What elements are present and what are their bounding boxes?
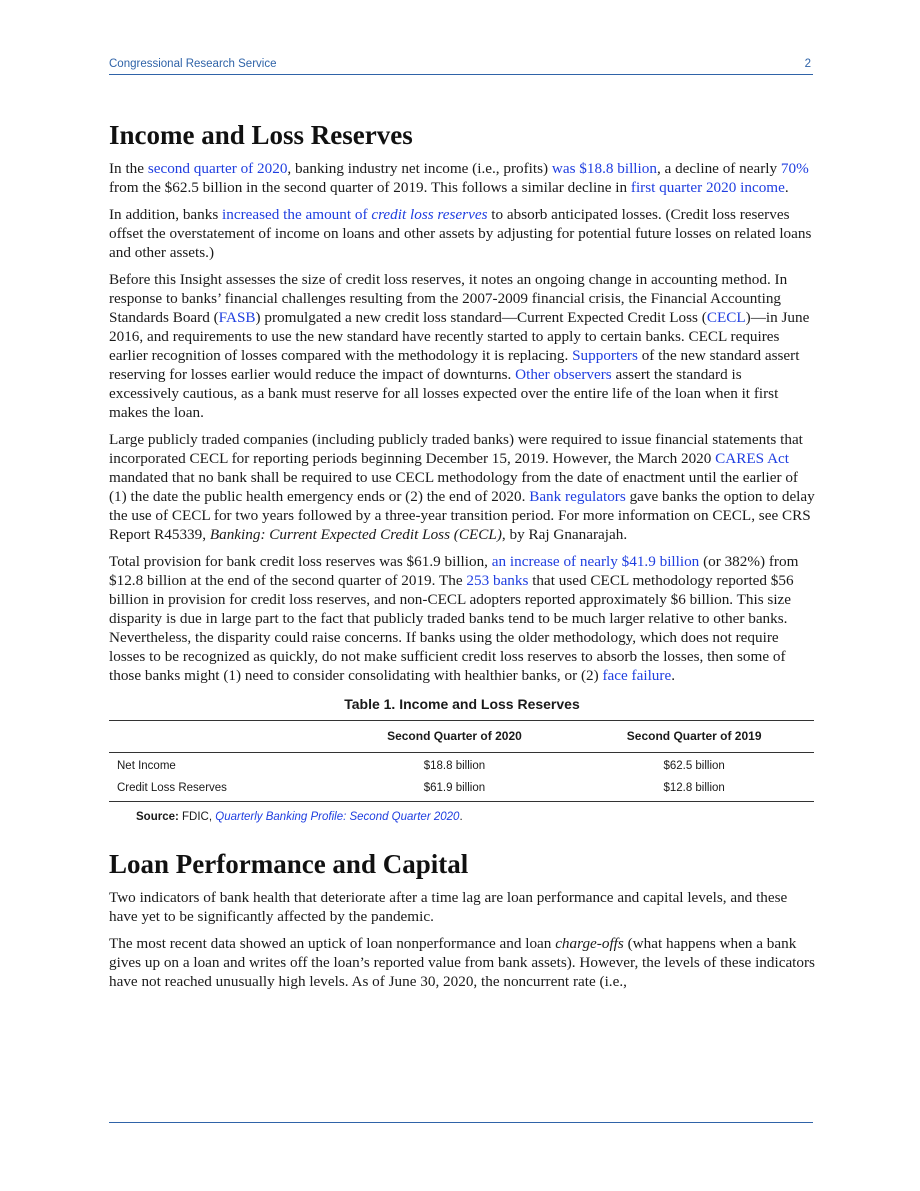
section-heading-income-loss-reserves: Income and Loss Reserves <box>109 120 413 150</box>
text: , banking industry net income (i.e., profits) <box>287 160 552 177</box>
header-organization: Congressional Research Service <box>109 58 277 70</box>
link-face-failure[interactable]: face failure <box>602 667 672 684</box>
link-text-italic: credit loss reserves <box>371 206 488 223</box>
link-bank-regulators[interactable]: Bank regulators <box>529 488 626 505</box>
text: . <box>459 811 463 823</box>
link-253-banks[interactable]: 253 banks <box>466 572 529 589</box>
term-charge-offs: charge-offs <box>555 935 624 952</box>
text: . <box>671 667 675 684</box>
text: assert the standard is excessively cautious, as a bank must reserve for all losses expected over the entire life of the loan when it first makes the loan. <box>109 366 779 421</box>
link-quarterly-banking-profile[interactable] <box>215 811 459 823</box>
text: (or 382%) from $12.8 billion at the end of the second quarter of 2019. The <box>109 553 799 589</box>
link-second-quarter-2020[interactable]: second quarter of 2020 <box>147 160 288 177</box>
table-header-row <box>109 721 814 753</box>
link-70-percent[interactable]: 70% <box>780 160 809 177</box>
paragraph-bank-health-indicators: Two indicators of bank health that deteriorate after a time lag are loan performance and capital levels, and these have yet to be significantly affected by the pandemic. <box>109 889 788 925</box>
text: gave banks the option to delay the use of CECL for two years followed by a three-year transition period. For more information on CECL, see CRS Report R45339, <box>109 488 815 543</box>
section-heading-loan-performance: Loan Performance and Capital <box>109 849 469 879</box>
footer-rule <box>109 1122 813 1123</box>
paragraph-credit-loss-reserves <box>109 205 815 262</box>
report-title: Banking: Current Expected Credit Loss (CECL) <box>209 526 502 543</box>
text: The most recent data showed an uptick of loan nonperformance and loan <box>109 935 556 952</box>
link-fasb[interactable]: FASB <box>218 309 256 326</box>
link-other-observers[interactable]: Other observers <box>515 366 612 383</box>
page-header <box>109 56 813 75</box>
table-cell: $61.9 billion <box>335 777 575 802</box>
paragraph-provision-totals <box>109 552 815 685</box>
link-increase-41-9-billion[interactable]: an increase of nearly $41.9 billion <box>491 553 700 570</box>
income-loss-reserves-table <box>109 720 814 802</box>
text: Before this Insight assesses the size of credit loss reserves, it notes an ongoing change in accounting method. In response to banks’ financial challenges resulting from the 2007-2009 financial crisis, the Financial Accounting Standards Board ( <box>109 271 788 326</box>
link-text: increased the amount of <box>222 206 372 223</box>
link-first-quarter-income[interactable]: first quarter 2020 income <box>630 179 785 196</box>
paragraph-loan-nonperformance <box>109 934 815 991</box>
text: In the <box>109 160 148 177</box>
column-header-q2-2020: Second Quarter of 2020 <box>335 721 575 753</box>
paragraph-cecl-timeline <box>109 430 815 544</box>
text: In addition, banks <box>109 206 223 223</box>
link-credit-loss-reserves[interactable] <box>222 206 487 223</box>
table-row <box>109 777 814 802</box>
table-row <box>109 753 814 778</box>
text: Large publicly traded companies (including publicly traded banks) were required to issue financial statements that incorporated CECL for reporting periods beginning December 15, 2019. However, the March 2020 <box>109 431 803 467</box>
link-cares-act[interactable]: CARES Act <box>715 450 790 467</box>
text: ) promulgated a new credit loss standard—Current Expected Credit Loss ( <box>255 309 707 326</box>
table-cell: $12.8 billion <box>574 777 814 802</box>
source-label: Source: <box>136 811 179 823</box>
table-cell: $62.5 billion <box>663 760 725 772</box>
row-label: Net Income <box>117 760 176 772</box>
text: from the $62.5 billion in the second quarter of 2019. This follows a similar decline in <box>109 179 631 196</box>
row-label: Credit Loss Reserves <box>109 777 335 802</box>
column-header-blank <box>109 721 335 753</box>
link-text-italic: Quarterly Banking Profile: Second Quarter 2020 <box>215 811 460 823</box>
paragraph-cecl-background <box>109 270 815 422</box>
text: of the new standard assert reserving for losses earlier would reduce the impact of downturns. <box>109 347 800 383</box>
column-header-q2-2019: Second Quarter of 2019 <box>574 721 814 753</box>
document-body <box>109 118 815 999</box>
text: mandated that no bank shall be required to use CECL methodology from the date of enactment until the earlier of (1) the date the public health emergency ends or (2) the end of 2020. <box>109 469 798 505</box>
table-caption: Table 1. Income and Loss Reserves <box>344 696 580 712</box>
text: . <box>784 179 789 196</box>
link-cecl[interactable]: CECL <box>706 309 746 326</box>
table-source-note <box>136 811 815 823</box>
text: , by Raj Gnanarajah. <box>501 526 628 543</box>
text: )—in June 2016, and requirements to use the new standard have recently started to apply to certain banks. CECL requires earlier recognition of losses compared with the methodology it is replacing. <box>109 309 810 364</box>
text: , a decline of nearly <box>656 160 781 177</box>
paragraph-net-income <box>109 159 815 197</box>
text: (what happens when a bank gives up on a loan and writes off the loan’s reported value from bank assets). However, the levels of these indicators have not reached unusually high levels. As of June 30, 2020, the noncurrent rate (i.e., <box>109 935 815 990</box>
text: to absorb anticipated losses. (Credit loss reserves offset the overstatement of income on loans and other assets by adjusting for potential future losses on related loans and other assets.) <box>109 206 812 261</box>
text: that used CECL methodology reported $56 billion in provision for credit loss reserves, and non-CECL adopters reported approximately $6 billion. This size disparity is due in large part to the fact that publicly traded banks tend to be much larger relative to other banks. Nevertheless, the disparity could raise concerns. If banks using the older methodology, which does not require losses to be recognized as quickly, do not make sufficient credit loss reserves to absorb the losses, then some of those banks might (1) need to consider consolidating with healthier banks, or (2) <box>109 572 794 684</box>
text: Total provision for bank credit loss reserves was $61.9 billion, <box>109 553 492 570</box>
link-supporters[interactable]: Supporters <box>572 347 638 364</box>
page-number: 2 <box>804 58 811 70</box>
text: FDIC, <box>178 811 216 823</box>
table-cell: $18.8 billion <box>423 760 486 772</box>
link-net-income-figure[interactable]: was $18.8 billion <box>551 160 657 177</box>
